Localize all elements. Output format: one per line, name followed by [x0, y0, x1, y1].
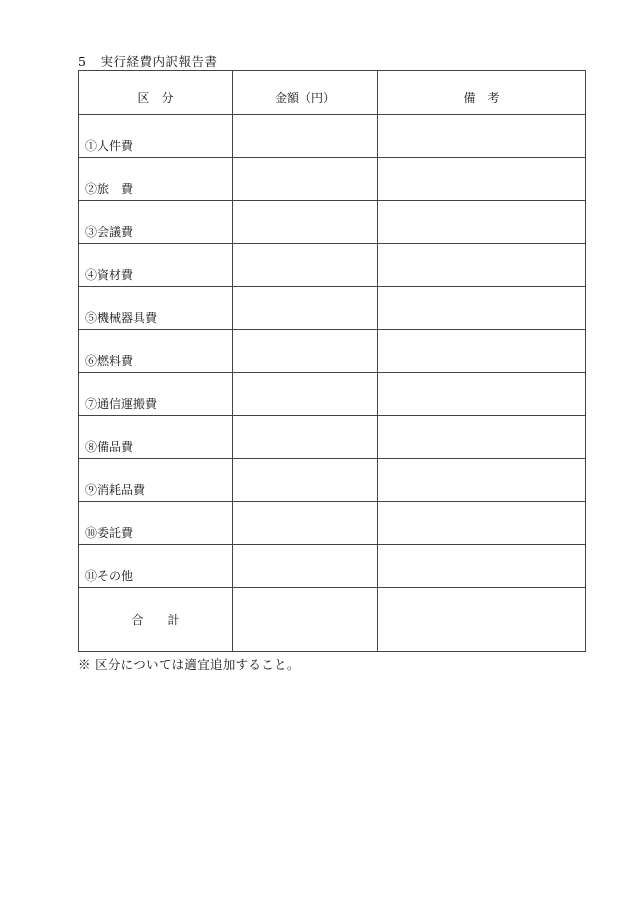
- table-row: [79, 201, 586, 244]
- amount-cell[interactable]: [233, 115, 378, 158]
- remarks-cell[interactable]: [378, 545, 586, 588]
- table-row: [79, 330, 586, 373]
- amount-cell[interactable]: [233, 373, 378, 416]
- remarks-cell[interactable]: [378, 201, 586, 244]
- expense-breakdown-table: [78, 70, 586, 652]
- footnote: ※ 区分については適宜追加すること。: [78, 657, 300, 672]
- remarks-cell[interactable]: [378, 502, 586, 545]
- row-label: ⑥燃料費: [79, 330, 233, 373]
- table-row: [79, 373, 586, 416]
- row-label: ⑨消耗品費: [79, 459, 233, 502]
- row-label: ⑩委託費: [79, 502, 233, 545]
- row-label: ⑤機械器具費: [79, 287, 233, 330]
- remarks-cell[interactable]: [378, 287, 586, 330]
- row-label: ④資材費: [79, 244, 233, 287]
- amount-cell[interactable]: [233, 459, 378, 502]
- remarks-cell[interactable]: [378, 115, 586, 158]
- row-label: ⑧備品費: [79, 416, 233, 459]
- row-label: ①人件費: [79, 115, 233, 158]
- table-row: [79, 416, 586, 459]
- header-category: 区 分: [79, 71, 233, 115]
- row-label: ⑦通信運搬費: [79, 373, 233, 416]
- header-amount: 金額（円）: [233, 71, 378, 115]
- amount-cell[interactable]: [233, 416, 378, 459]
- amount-cell[interactable]: [233, 201, 378, 244]
- amount-cell[interactable]: [233, 158, 378, 201]
- amount-cell[interactable]: [233, 244, 378, 287]
- table-row: [79, 287, 586, 330]
- table-row: [79, 158, 586, 201]
- table-row: [79, 545, 586, 588]
- remarks-cell[interactable]: [378, 330, 586, 373]
- amount-cell[interactable]: [233, 502, 378, 545]
- header-remarks: 備 考: [378, 71, 586, 115]
- total-row: [79, 588, 586, 652]
- remarks-cell[interactable]: [378, 459, 586, 502]
- amount-cell[interactable]: [233, 545, 378, 588]
- remarks-cell[interactable]: [378, 244, 586, 287]
- remarks-cell[interactable]: [378, 416, 586, 459]
- total-amount-cell[interactable]: [233, 588, 378, 652]
- table-row: [79, 459, 586, 502]
- section-title-text: 実行経費内訳報告書: [100, 54, 218, 69]
- table-row: [79, 115, 586, 158]
- table-row: [79, 502, 586, 545]
- table-header-row: [79, 71, 586, 115]
- amount-cell[interactable]: [233, 330, 378, 373]
- section-number: 5: [78, 54, 87, 69]
- total-remarks-cell[interactable]: [378, 588, 586, 652]
- amount-cell[interactable]: [233, 287, 378, 330]
- row-label: ③会議費: [79, 201, 233, 244]
- table-row: [79, 244, 586, 287]
- total-label: 合 計: [79, 588, 233, 652]
- row-label: ⑪その他: [79, 545, 233, 588]
- row-label: ②旅 費: [79, 158, 233, 201]
- remarks-cell[interactable]: [378, 158, 586, 201]
- remarks-cell[interactable]: [378, 373, 586, 416]
- section-title: [78, 52, 217, 70]
